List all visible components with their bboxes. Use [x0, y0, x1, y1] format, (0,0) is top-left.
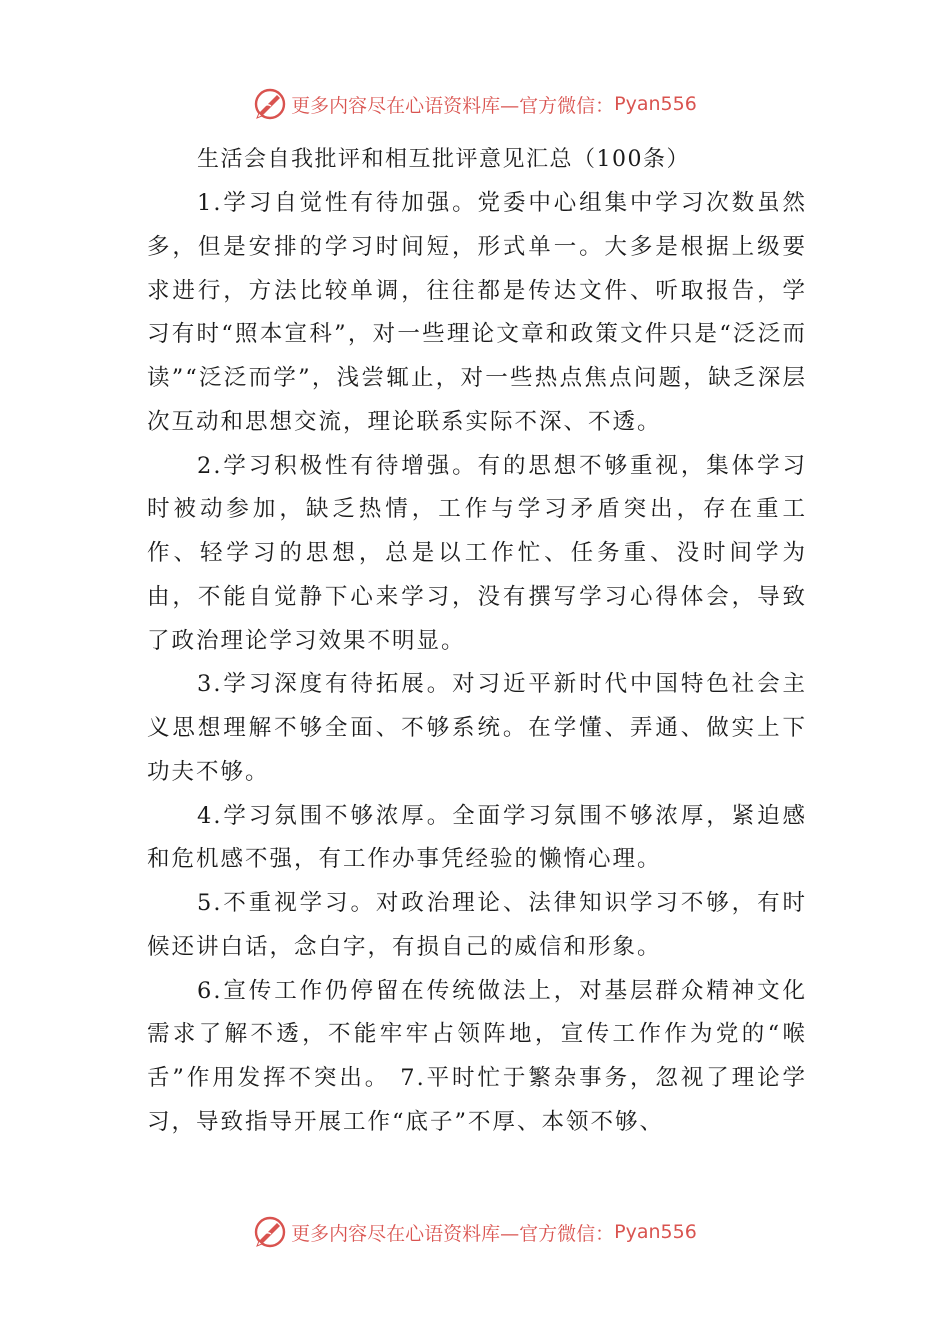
- paragraph-6: 6.宣传工作仍停留在传统做法上，对基层群众精神文化需求了解不透，不能牢牢占领阵地，宣传工作作为党的“喉舌”作用发挥不突出。 7.平时忙于繁杂事务，忽视了理论学习，导致指导开展工作“底子”不厚、本领不够、: [147, 977, 807, 1135]
- document-body: [147, 138, 807, 1145]
- banner-text: 更多内容尽在心语资料库—官方微信：: [291, 94, 615, 117]
- banner-wechat-id: Pyan556: [614, 1221, 697, 1243]
- banner-text: 更多内容尽在心语资料库—官方微信：: [291, 1222, 615, 1245]
- paragraph-4: 4.学习氛围不够浓厚。全面学习氛围不够浓厚，紧迫感和危机感不强，有工作办事凭经验的懒惰心理。: [147, 802, 807, 873]
- document-title: 生活会自我批评和相互批评意见汇总（100条）: [197, 147, 690, 172]
- paragraph-2: 2.学习积极性有待增强。有的思想不够重视，集体学习时被动参加，缺乏热情，工作与学习矛盾突出，存在重工作、轻学习的思想，总是以工作忙、任务重、没时间学为由，不能自觉静下心来学习，没有撰写学习心得体会，导致了政治理论学习效果不明显。: [147, 452, 807, 654]
- paragraph-3: 3.学习深度有待拓展。对习近平新时代中国特色社会主义思想理解不够全面、不够系统。在学懂、弄通、做实上下功夫不够。: [147, 671, 807, 785]
- pen-circle-logo-icon: [253, 87, 287, 121]
- watermark-banner-top: [0, 84, 950, 124]
- paragraph-1: 1.学习自觉性有待加强。党委中心组集中学习次数虽然多，但是安排的学习时间短，形式单一。大多是根据上级要求进行，方法比较单调，往往都是传达文件、听取报告，学习有时“照本宣科”，对一些理论文章和政策文件只是“泛泛而读”“泛泛而学”，浅尝辄止，对一些热点焦点问题，缺乏深层次互动和思想交流，理论联系实际不深、不透。: [147, 190, 807, 435]
- paragraph-5: 5.不重视学习。对政治理论、法律知识学习不够，有时候还讲白话，念白字，有损自己的威信和形象。: [147, 890, 807, 960]
- watermark-banner-bottom: [0, 1212, 950, 1252]
- banner-wechat-id: Pyan556: [614, 93, 697, 115]
- pen-circle-logo-icon: [253, 1215, 287, 1249]
